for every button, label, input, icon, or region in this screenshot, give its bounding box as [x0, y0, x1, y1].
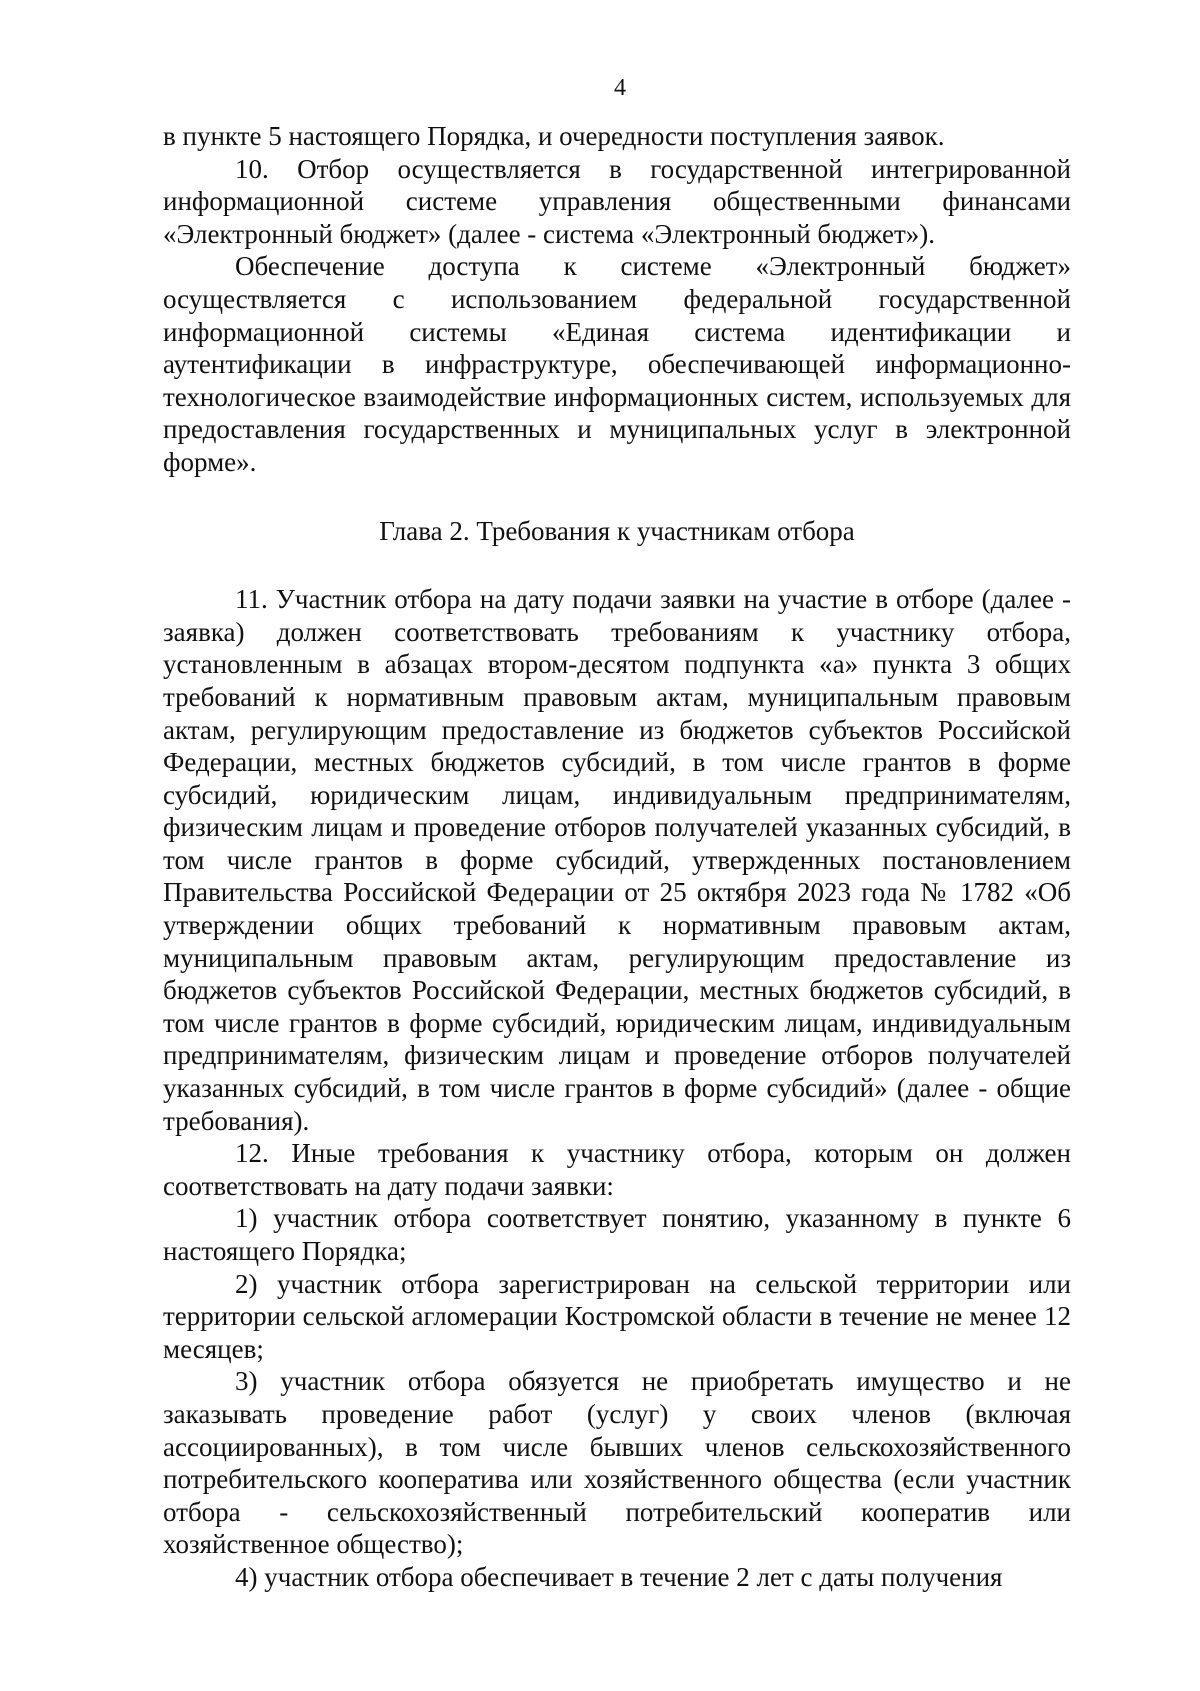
paragraph-12: 12. Иные требования к участнику отбора, которым он должен соответствовать на дату подачи заявки: [163, 1138, 1071, 1201]
list-item-4: 4) участник отбора обеспечивает в течение 2 лет с даты получения [235, 1561, 1003, 1592]
list-item-3: 3) участник отбора обязуется не приобретать имущество и не заказывать проведение работ (услуг) у своих членов (включая ассоциированных), в том числе бывших членов сельскохозяйственного потребительского кооператива или хозяйственного общества (если участник отбора - сельскохозяйственный потребительский кооператив или хозяйственное общество); [163, 1366, 1071, 1560]
chapter-heading: Глава 2. Требования к участникам отбора [379, 515, 855, 546]
document-body [163, 120, 1071, 1594]
list-item-1: 1) участник отбора соответствует понятию, указанному в пункте 6 настоящего Порядка; [163, 1203, 1071, 1266]
page-number: 4 [614, 75, 626, 101]
paragraph-10: 10. Отбор осуществляется в государственной интегрированной информационной системе управления общественными финансами «Электронный бюджет» (далее - система «Электронный бюджет»). [163, 153, 1071, 249]
paragraph-access: Обеспечение доступа к системе «Электронный бюджет» осуществляется с использованием федеральной государственной информационной системы «Единая система идентификации и аутентификации в инфраструктуре, обеспечивающей информационно-технологическое взаимодействие информационных систем, используемых для предоставления государственных и муниципальных услуг в электронной форме». [163, 251, 1071, 477]
list-item-2: 2) участник отбора зарегистрирован на сельской территории или территории сельской агломерации Костромской области в течение не менее 12 месяцев; [163, 1268, 1071, 1364]
paragraph-11: 11. Участник отбора на дату подачи заявки на участие в отборе (далее - заявка) должен соответствовать требованиям к участнику отбора, установленным в абзацах втором-десятом подпункта «а» пункта 3 общих требований к нормативным правовым актам, муниципальным правовым актам, регулирующим предоставление из бюджетов субъектов Российской Федерации, местных бюджетов субсидий, в том числе грантов в форме субсидий, юридическим лицам, индивидуальным предпринимателям, физическим лицам и проведение отборов получателей указанных субсидий, в том числе грантов в форме субсидий, утвержденных постановлением Правительства Российской Федерации от 25 октября 2023 года № 1782 «Об утверждении общих требований к нормативным правовым актам, муниципальным правовым актам, регулирующим предоставление из бюджетов субъектов Российской Федерации, местных бюджетов субсидий, в том числе грантов в форме субсидий, юридическим лицам, индивидуальным предпринимателям, физическим лицам и проведение отборов получателей указанных субсидий, в том числе грантов в форме субсидий» (далее - общие требования). [163, 584, 1071, 1136]
paragraph-continuation: в пункте 5 настоящего Порядка, и очередности поступления заявок. [163, 121, 945, 151]
